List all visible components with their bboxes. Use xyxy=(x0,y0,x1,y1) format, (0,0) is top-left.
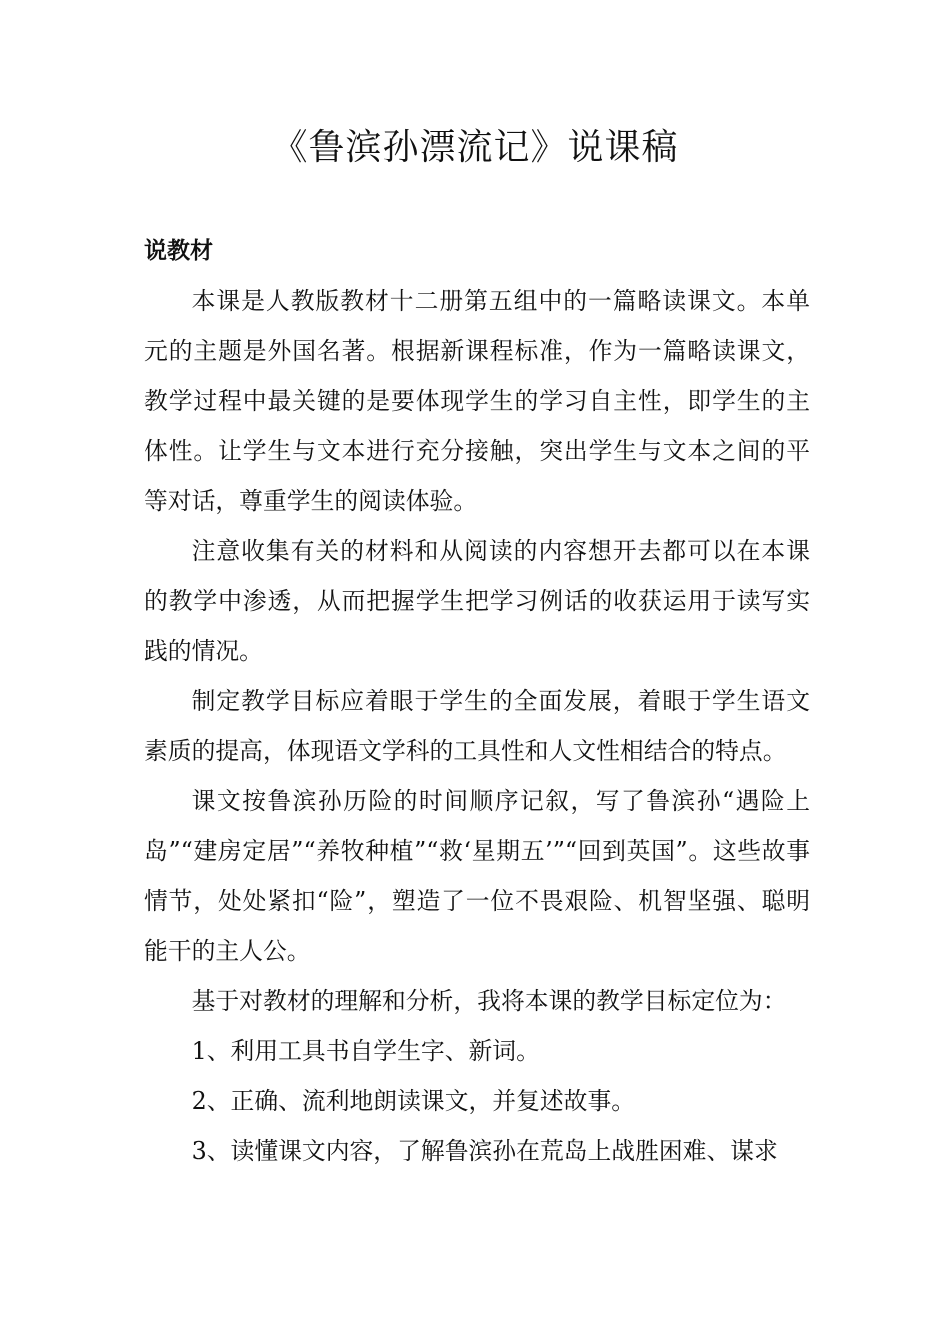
document-title: 《鲁滨孙漂流记》说课稿 xyxy=(271,127,679,168)
paragraph-objectives-basis: 制定教学目标应着眼于学生的全面发展，着眼于学生语文素质的提高，体现语文学科的工具性和人文性相结合的特点。 xyxy=(144,687,810,765)
section-heading: 说教材 xyxy=(144,238,213,264)
goal-item-2: 2、正确、流利地朗读课文，并复述故事。 xyxy=(191,1087,636,1115)
document-body xyxy=(144,226,810,1176)
goal-item-1: 1、利用工具书自学生字、新词。 xyxy=(191,1037,540,1065)
paragraph-goals-intro: 基于对教材的理解和分析，我将本课的教学目标定位为： xyxy=(191,987,787,1015)
paragraph-story-summary: 课文按鲁滨孙历险的时间顺序记叙，写了鲁滨孙“遇险上岛”“建房定居”“养牧种植”“救‘星期五’”“回到英国”。这些故事情节，处处紧扣“险”，塑造了一位不畏艰险、机智坚强、聪明能干的主人公。 xyxy=(144,787,810,965)
paragraph-textbook-intro: 本课是人教版教材十二册第五组中的一篇略读课文。本单元的主题是外国名著。根据新课程标准，作为一篇略读课文，教学过程中最关键的是要体现学生的学习自主性，即学生的主体性。让学生与文本进行充分接触，突出学生与文本之间的平等对话，尊重学生的阅读体验。 xyxy=(144,287,810,515)
goal-item-3: 3、读懂课文内容，了解鲁滨孙在荒岛上战胜困难、谋求 xyxy=(191,1137,778,1165)
paragraph-materials: 注意收集有关的材料和从阅读的内容想开去都可以在本课的教学中渗透，从而把握学生把学习例话的收获运用于读写实践的情况。 xyxy=(144,537,810,665)
